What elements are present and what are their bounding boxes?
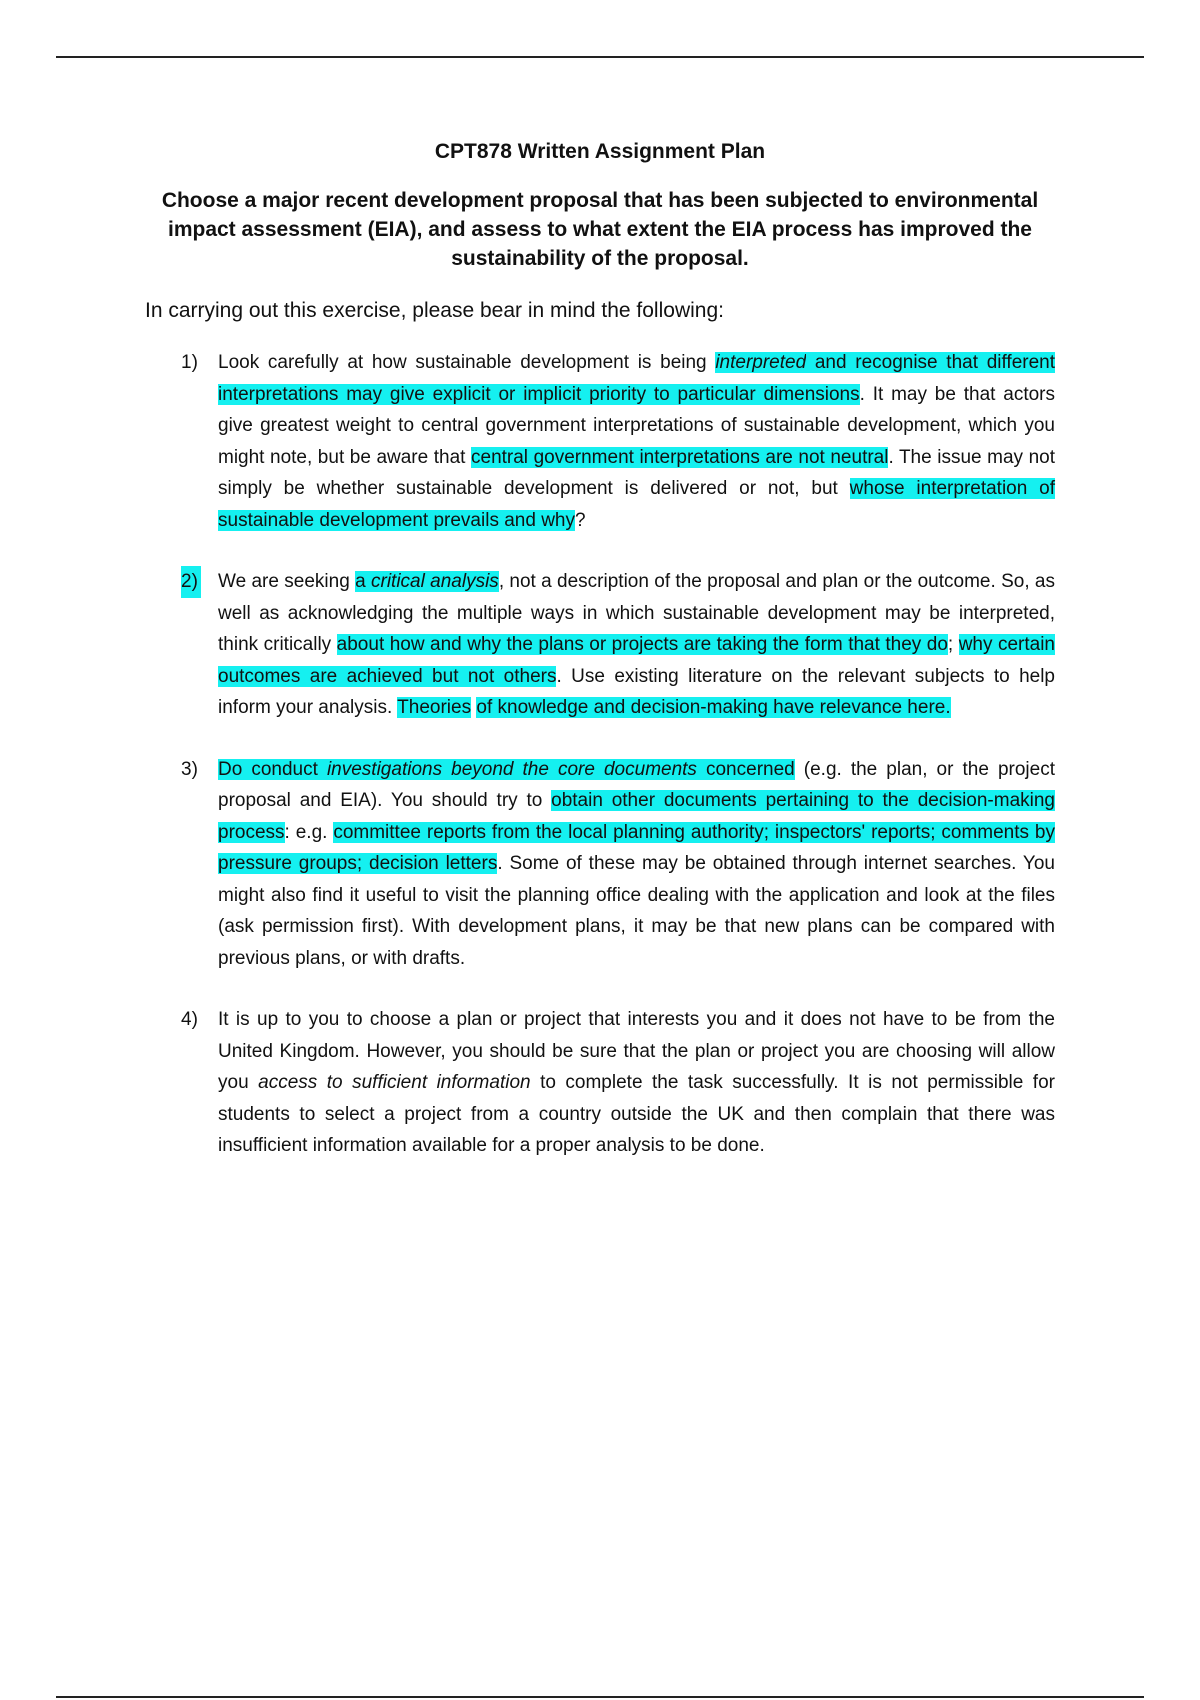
document-title: CPT878 Written Assignment Plan	[434, 140, 766, 163]
assignment-question: Choose a major recent development proposal that has been subjected to environmental impact assessment (EIA), and assess to what extent the EIA process has improved the sustainability of the proposal.	[161, 189, 1039, 270]
text-segment: . It may be that actors give greatest weight to central government interpretations of sustainable development, which you might note, but be aware that	[218, 383, 1055, 468]
item-number: 1)	[181, 352, 198, 373]
item-text	[218, 759, 1055, 969]
guidance-item	[145, 347, 1055, 536]
highlighted-text: committee reports from the local planning authority; inspectors' reports; comments by pressure groups; decision letters	[218, 821, 1055, 874]
text-segment: access to sufficient information	[258, 1072, 531, 1093]
text-segment: It is up to you to choose a plan or project that interests you and it does not have to be from the United Kingdom. However, you should be sure that the plan or project you are choosing will allow you	[218, 1009, 1055, 1093]
item-number: 3)	[181, 758, 198, 780]
text-segment: Look carefully at how sustainable development is being	[218, 352, 716, 373]
text-segment: We are seeking	[218, 571, 356, 592]
bottom-rule	[56, 1696, 1144, 1698]
guidance-item	[145, 566, 1055, 724]
highlighted-text: whose interpretation of sustainable development prevails and why	[218, 478, 1055, 531]
text-segment: , not a description of the proposal and plan or the outcome. So, as well as acknowledging the multiple ways in which sustainable development may be interpreted, think critically	[218, 571, 1055, 655]
document-body	[145, 140, 1055, 1192]
guidance-item	[145, 754, 1055, 975]
highlighted-text: of knowledge and decision-making have relevance here.	[476, 697, 951, 718]
highlighted-text: about how and why the plans or projects are taking the form that they do	[336, 634, 948, 655]
text-segment: . Some of these may be obtained through internet searches. You might also find it useful to visit the planning office dealing with the application and look at the files (ask permission first). With development plans, it may be that new plans can be compared with previous plans, or with drafts.	[218, 853, 1055, 969]
text-segment: . The issue may not simply be whether sustainable development is delivered or not, but	[218, 446, 1055, 499]
highlighted-text: why certain outcomes are achieved but not others	[218, 634, 1055, 687]
text-segment: ;	[947, 634, 959, 655]
highlighted-text: a	[355, 571, 371, 592]
guidance-item	[145, 1004, 1055, 1162]
text-segment: . Use existing literature on the relevant subjects to help inform your analysis.	[218, 665, 1055, 718]
highlighted-text: Do conduct	[218, 758, 327, 780]
guidance-list	[145, 347, 1055, 1162]
item-text	[218, 352, 1055, 531]
text-segment: (e.g. the plan, or the project proposal and EIA). You should try to	[218, 758, 1055, 811]
highlighted-text: critical analysis	[371, 571, 499, 592]
text-segment: ?	[575, 509, 586, 531]
highlighted-text: obtain other documents pertaining to the decision-making process	[218, 790, 1055, 843]
item-number: 4)	[181, 1009, 198, 1030]
text-segment: : e.g.	[284, 821, 334, 843]
text-segment: to complete the task successfully. It is not permissible for students to select a project from a country outside the UK and then complain that there was insufficient information available for a proper analysis to be done.	[218, 1072, 1055, 1156]
highlighted-text: central government interpretations are not neutral	[471, 446, 889, 468]
top-rule	[56, 56, 1144, 58]
item-text	[218, 1009, 1055, 1156]
item-text	[218, 571, 1055, 718]
highlighted-text: concerned	[696, 758, 795, 780]
highlighted-text: and recognise that different interpretations may give explicit or implicit priority to particular dimensions	[218, 352, 1056, 405]
intro-text: In carrying out this exercise, please bear in mind the following:	[145, 299, 724, 322]
item-number: 2)	[181, 566, 201, 598]
highlighted-text: investigations beyond the core documents	[326, 758, 697, 780]
highlighted-text: Theories	[397, 697, 472, 718]
highlighted-text: interpreted	[715, 352, 807, 373]
